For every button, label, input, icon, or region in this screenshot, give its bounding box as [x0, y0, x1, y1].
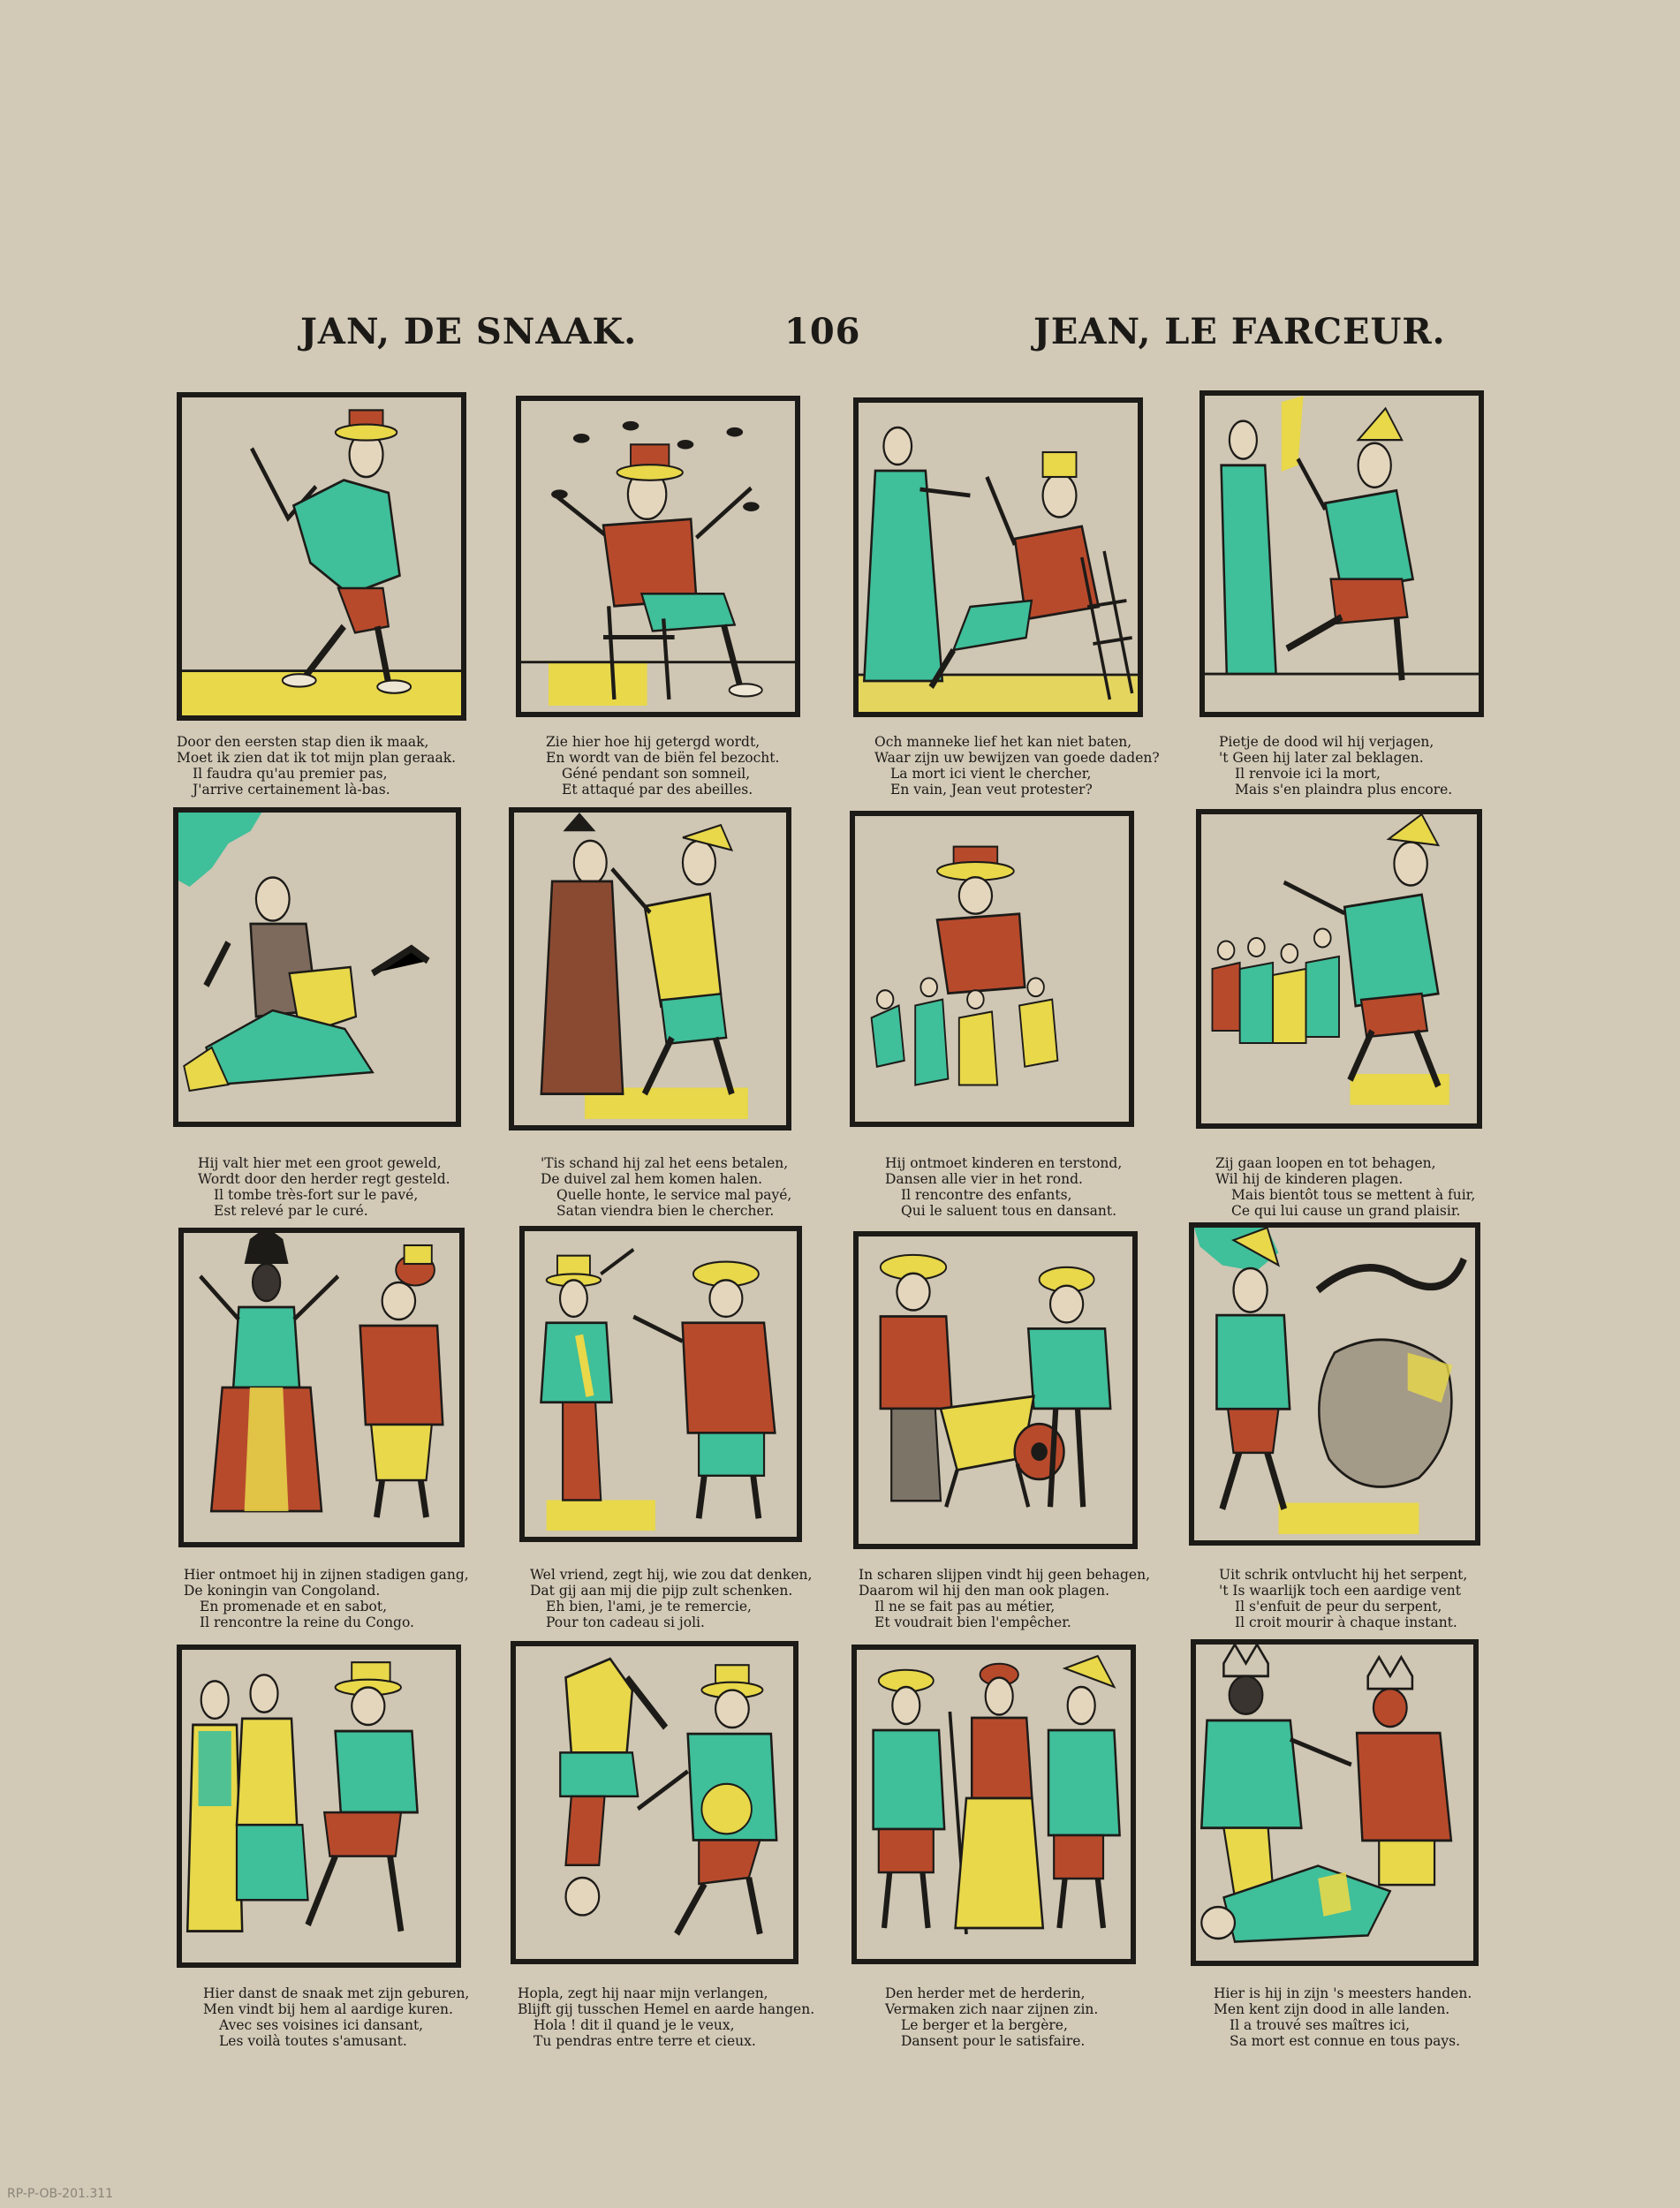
caption-line: La mort ici vient le chercher,	[890, 766, 1092, 782]
caption-line: Il rencontre des enfants,	[901, 1187, 1072, 1203]
woodcut-panel-4	[1199, 390, 1484, 717]
woodcut-panel-7	[850, 811, 1134, 1127]
caption-10	[530, 1567, 848, 1630]
caption-line: Et voudrait bien l'empêcher.	[874, 1614, 1071, 1630]
caption-line: Hier is hij in zijn 's meesters handen.	[1214, 1985, 1472, 2001]
caption-line: De duivel zal hem komen halen.	[541, 1171, 763, 1187]
caption-6	[541, 1155, 859, 1219]
caption-line: Il renvoie ici la mort,	[1235, 766, 1381, 782]
caption-line: Pietje de dood wil hij verjagen,	[1219, 734, 1434, 750]
caption-line: Il rencontre la reine du Congo.	[200, 1614, 414, 1630]
woodcut-panel-3	[853, 397, 1143, 717]
caption-line: Vermaken zich naar zijnen zin.	[885, 2001, 1099, 2017]
caption-line: Il croit mourir à chaque instant.	[1235, 1614, 1457, 1630]
woodcut-panel-8	[1196, 809, 1482, 1129]
caption-line: Il tombe très-fort sur le pavé,	[214, 1187, 419, 1203]
caption-line: Il ne se fait pas au métier,	[874, 1599, 1056, 1614]
woodcut-panel-13	[177, 1645, 461, 1968]
caption-line: Ce qui lui cause un grand plaisir.	[1231, 1203, 1461, 1219]
title-french: JEAN, LE FARCEUR.	[1033, 311, 1446, 352]
caption-line: Wil hij de kinderen plagen.	[1215, 1171, 1404, 1187]
caption-line: Blijft gij tusschen Hemel en aarde hangen.	[518, 2001, 815, 2017]
caption-line: Mais s'en plaindra plus encore.	[1235, 782, 1453, 798]
caption-line: Och manneke lief het kan niet baten,	[874, 734, 1132, 750]
caption-line: Quelle honte, le service mal payé,	[556, 1187, 792, 1203]
caption-15	[885, 1985, 1203, 2049]
woodcut-panel-14	[511, 1641, 798, 1964]
caption-line: Eh bien, l'ami, je te remercie,	[546, 1599, 752, 1614]
woodcut-panel-16	[1191, 1639, 1479, 1966]
woodcut-panel-10	[519, 1226, 802, 1542]
caption-line: En vain, Jean veut protester?	[890, 782, 1093, 798]
caption-11	[859, 1567, 1177, 1630]
caption-line: Dansent pour le satisfaire.	[901, 2033, 1086, 2049]
caption-1	[177, 734, 495, 798]
caption-line: Mais bientôt tous se mettent à fuir,	[1231, 1187, 1476, 1203]
caption-line: Dansen alle vier in het rond.	[885, 1171, 1083, 1187]
caption-line: Hier danst de snaak met zijn geburen,	[203, 1985, 470, 2001]
caption-line: Il faudra qu'au premier pas,	[193, 766, 388, 782]
woodcut-panel-12	[1189, 1222, 1480, 1546]
caption-8	[1215, 1155, 1533, 1219]
caption-line: Tu pendras entre terre et cieux.	[534, 2033, 756, 2049]
caption-16	[1214, 1985, 1532, 2049]
caption-12	[1219, 1567, 1537, 1630]
caption-13	[203, 1985, 521, 2049]
caption-line: Les voilà toutes s'amusant.	[219, 2033, 407, 2049]
caption-line: Il a trouvé ses maîtres ici,	[1230, 2017, 1411, 2033]
woodcut-panel-6	[509, 807, 791, 1130]
caption-line: Men kent zijn dood in alle landen.	[1214, 2001, 1450, 2017]
caption-line: Hier ontmoet hij in zijnen stadigen gang,	[184, 1567, 469, 1583]
catalog-mark: RP-P-OB-201.311	[7, 2187, 114, 2201]
woodcut-panel-1	[177, 392, 466, 721]
caption-line: Est relevé par le curé.	[214, 1203, 368, 1219]
caption-line: Hij ontmoet kinderen en terstond,	[885, 1155, 1123, 1171]
caption-line: Dat gij aan mij die pijp zult schenken.	[530, 1583, 793, 1599]
caption-line: Zij gaan loopen en tot behagen,	[1215, 1155, 1436, 1171]
caption-line: Waar zijn uw bewijzen van goede daden?	[874, 750, 1160, 766]
caption-line: En wordt van de biën fel bezocht.	[546, 750, 780, 766]
caption-line: 't Geen hij later zal beklagen.	[1219, 750, 1424, 766]
caption-7	[885, 1155, 1203, 1219]
caption-line: En promenade et en sabot,	[200, 1599, 388, 1614]
caption-line: Et attaqué par des abeilles.	[562, 782, 753, 798]
caption-line: Hopla, zegt hij naar mijn verlangen,	[518, 1985, 768, 2001]
caption-14	[518, 1985, 836, 2049]
woodcut-panel-9	[178, 1228, 465, 1547]
caption-4	[1219, 734, 1537, 798]
caption-line: Daarom wil hij den man ook plagen.	[859, 1583, 1110, 1599]
caption-line: Zie hier hoe hij getergd wordt,	[546, 734, 761, 750]
caption-line: Géné pendant son somneil,	[562, 766, 751, 782]
caption-line: Moet ik zien dat ik tot mijn plan geraak.	[177, 750, 457, 766]
caption-line: J'arrive certainement là-bas.	[193, 782, 390, 798]
caption-line: Le berger et la bergère,	[901, 2017, 1068, 2033]
caption-line: Il s'enfuit de peur du serpent,	[1235, 1599, 1442, 1614]
caption-line: Men vindt bij hem al aardige kuren.	[203, 2001, 453, 2017]
title-dutch: JAN, DE SNAAK.	[300, 311, 638, 352]
caption-line: 'Tis schand hij zal het eens betalen,	[541, 1155, 789, 1171]
caption-5	[198, 1155, 516, 1219]
woodcut-panel-5	[173, 807, 461, 1127]
caption-line: Uit schrik ontvlucht hij het serpent,	[1219, 1567, 1468, 1583]
caption-line: Wordt door den herder regt gesteld.	[198, 1171, 450, 1187]
caption-line: Hola ! dit il quand je le veux,	[534, 2017, 735, 2033]
woodcut-panel-11	[853, 1231, 1138, 1549]
caption-line: Satan viendra bien le chercher.	[556, 1203, 775, 1219]
caption-9	[184, 1567, 502, 1630]
caption-line: Hij valt hier met een groot geweld,	[198, 1155, 442, 1171]
caption-line: De koningin van Congoland.	[184, 1583, 381, 1599]
caption-line: Den herder met de herderin,	[885, 1985, 1086, 2001]
caption-line: Qui le saluent tous en dansant.	[901, 1203, 1117, 1219]
woodcut-panel-15	[851, 1645, 1136, 1964]
caption-2	[546, 734, 864, 798]
caption-line: Sa mort est connue en tous pays.	[1230, 2033, 1461, 2049]
caption-line: 't Is waarlijk toch een aardige vent	[1219, 1583, 1461, 1599]
caption-line: In scharen slijpen vindt hij geen behagen,	[859, 1567, 1151, 1583]
caption-line: Avec ses voisines ici dansant,	[219, 2017, 424, 2033]
caption-line: Door den eersten stap dien ik maak,	[177, 734, 429, 750]
caption-line: Pour ton cadeau si joli.	[546, 1614, 705, 1630]
caption-3	[874, 734, 1192, 798]
caption-line: Wel vriend, zegt hij, wie zou dat denken,	[530, 1567, 813, 1583]
woodcut-panel-2	[516, 396, 800, 717]
sheet-number: 106	[784, 311, 861, 352]
